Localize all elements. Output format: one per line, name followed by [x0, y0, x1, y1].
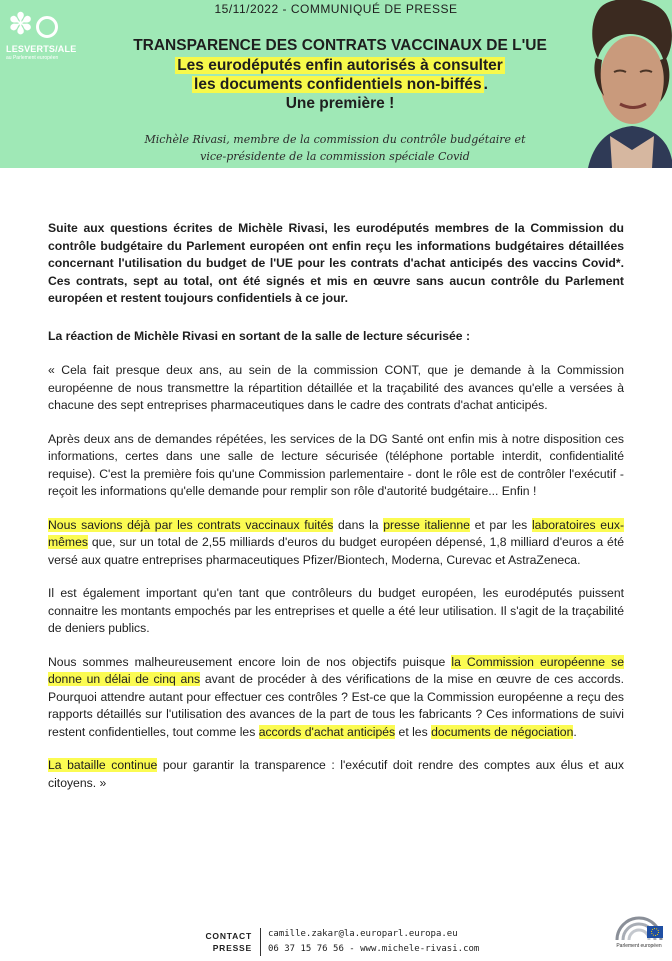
ep-logo-text: Parlement européen	[616, 943, 662, 949]
contact-phone-website[interactable]: 06 37 15 76 56 - www.michele-rivasi.com	[268, 944, 480, 954]
subtitle-line-1: Michèle Rivasi, membre de la commission du contrôle budgétaire et	[144, 133, 526, 146]
title-highlight-3: les documents confidentiels non-biffés	[194, 76, 482, 93]
title-line-3-end: .	[483, 76, 488, 93]
text-run: et les	[395, 724, 432, 739]
flower-icon: ✽	[8, 8, 34, 41]
contact-email[interactable]: camille.zakar@la.europarl.europa.eu	[268, 929, 458, 939]
intro-paragraph: Suite aux questions écrites de Michèle Rivasi, les eurodéputés membres de la Commission du contrôle budgétaire du Parlement européen ont enfin reçu les informations budgétaires détaillées concernant l'utilisation du budget de l'UE pour les contrats d'achat anticipés des vaccins Covid*. Ces contrats, sept au total, ont été signés et mis en œuvre sans aucun contrôle du Parlement européen et restent toujours confidentiels à ce jour.	[48, 221, 624, 305]
portrait-photo	[560, 0, 672, 168]
title-line-2	[90, 56, 590, 75]
press-release-body	[48, 220, 624, 808]
contact-details	[268, 927, 479, 957]
title-line-1: TRANSPARENCE DES CONTRATS VACCINAUX DE L'UE	[133, 37, 547, 54]
quote-paragraph-4: Il est également important qu'en tant que contrôleurs du budget européen, les eurodéputés puissent connaitre les montants empochés par les entreprises et quelle a été leur utilisation. Il s'agit de la traçabilité de deniers publics.	[48, 586, 624, 635]
parliament-icon	[611, 910, 667, 944]
quote-paragraph-5	[48, 654, 624, 742]
highlight: laboratoires eux-mêmes	[48, 517, 625, 549]
greens-efa-logo	[6, 8, 77, 61]
quote-paragraph-6	[48, 757, 624, 792]
divider	[260, 928, 261, 956]
highlight: la Commission européenne se donne un délai de cinq ans	[48, 654, 624, 686]
text-run: Nous sommes malheureusement encore loin de nos objectifs puisque	[48, 654, 452, 669]
text-run: que, sur un total de 2,55 milliards d'euros du budget européen dépensé, 1,8 milliard d'euros a été versé aux quatre entreprises pharmaceutiques Pfizer/Biontech, Moderna, Curevac et AstraZeneca.	[48, 535, 624, 567]
highlight: presse italienne	[383, 517, 470, 532]
reaction-heading: La réaction de Michèle Rivasi en sortant de la salle de lecture sécurisée :	[48, 328, 470, 343]
date-line: 15/11/2022 - COMMUNIQUÉ DE PRESSE	[214, 2, 458, 16]
highlight: documents de négociation	[431, 724, 574, 739]
highlight: La bataille continue	[48, 758, 158, 772]
subtitle	[90, 131, 580, 165]
highlight: Nous savions déjà par les contrats vaccinaux fuités	[48, 517, 334, 532]
quote-paragraph-2: Après deux ans de demandes répétées, les services de la DG Santé ont enfin mis à notre disposition ces informations, certes dans une salle de lecture sécurisée (téléphone portable interdit, confidentialité requise). C'est la première fois qu'une Commission parlementaire - dont le rôle est de contrôler l'exécutif - reçoit les informations qu'elle demande pour remplir son rôle d'autorité budgétaire... Enfin !	[48, 431, 624, 498]
text-run: pour garantir la transparence : l'exécutif doit rendre des comptes aux élus et aux citoyens. »	[48, 758, 624, 790]
contact-press-label	[198, 930, 252, 954]
text-run: avant de procéder à des vérifications de la mise en œuvre de ces accords. Pourquoi attendre autant pour effectuer ces contrôles ? Est-ce que la Commission européenne a reçu des rapports détaillés sur l'utilisation des avances de la part de tous les fabricants ? Ces informations de suivi restent confidentielles, tout comme les	[48, 672, 624, 739]
text-run: et par les	[469, 517, 532, 532]
quote-paragraph-3	[48, 517, 624, 570]
title-highlight-2: Les eurodéputés enfin autorisés à consulter	[177, 57, 503, 74]
title-line-4: Une première !	[285, 95, 395, 112]
contact-label: CONTACT	[205, 931, 252, 941]
circle-e-icon	[36, 16, 58, 38]
logo-subtext: au Parlement européen	[6, 55, 59, 61]
logo-text: LESVERTS/ALE	[6, 44, 77, 54]
title-line-3	[90, 75, 590, 94]
text-run: .	[573, 724, 577, 739]
header-banner	[0, 0, 672, 168]
subtitle-line-2: vice-présidente de la commission spéciale Covid	[200, 150, 470, 163]
quote-paragraph-1: « Cela fait presque deux ans, au sein de la commission CONT, que je demande à la Commission européenne de nous transmettre la répartition détaillée et la traçabilité des avances qu'elle a versées à chacune des sept entreprises pharmaceutiques dans le cadre des contrats d'achat anticipés.	[48, 363, 624, 412]
title-block	[90, 36, 590, 113]
european-parliament-logo	[611, 910, 667, 958]
footer	[0, 922, 672, 961]
highlight: accords d'achat anticipés	[258, 724, 396, 739]
text-run: dans la	[333, 517, 384, 532]
press-label: PRESSE	[212, 943, 252, 953]
